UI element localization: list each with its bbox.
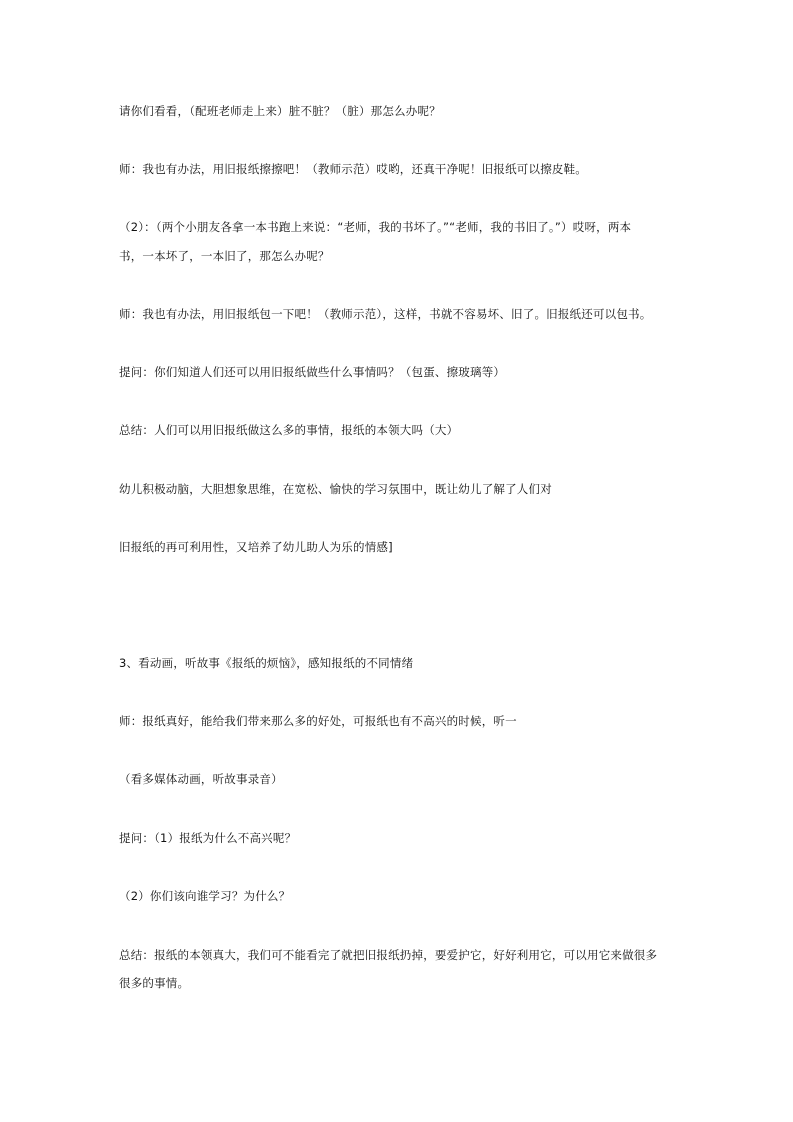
paragraph-two-kids-books: （2）：（两个小朋友各拿一本书跑上来说：“老师，我的书坏了。”“老师，我的书旧了。”）哎呀，两本	[119, 220, 632, 234]
paragraph-question-uses: 提问：你们知道人们还可以用旧报纸做些什么事情吗？（包蛋、擦玻璃等）	[119, 365, 506, 379]
paragraph-books-continued: 书，一本坏了，一本旧了，那怎么办呢？	[119, 249, 330, 263]
paragraph-question-dirty: 请你们看看，（配班老师走上来）脏不脏？（脏）那怎么办呢？	[119, 104, 441, 118]
paragraph-question-1: 提问：（1）报纸为什么不高兴呢？	[119, 831, 297, 845]
paragraph-question-2: （2）你们该向谁学习？为什么？	[119, 889, 291, 903]
paragraph-summary-uses: 总结：人们可以用旧报纸做这么多的事情，报纸的本领大吗（大）	[119, 423, 459, 437]
paragraph-reflection-2: 旧报纸的再可利用性，又培养了幼儿助人为乐的情感]	[119, 540, 393, 554]
paragraph-teacher-story: 师：报纸真好，能给我们带来那么多的好处，可报纸也有不高兴的时候，听一	[119, 714, 517, 728]
paragraph-teacher-wrap: 师：我也有办法，用旧报纸包一下吧！（教师示范），这样，书就不容易坏、旧了。旧报纸还可以包书。	[119, 307, 652, 321]
paragraph-reflection-1: 幼儿积极动脑，大胆想象思维，在宽松、愉快的学习氛围中，既让幼儿了解了人们对	[119, 482, 552, 496]
paragraph-summary-final-cont: 很多的事情。	[119, 976, 190, 990]
paragraph-multimedia: （看多媒体动画，听故事录音）	[119, 772, 283, 786]
paragraph-summary-final: 总结：报纸的本领真大，我们可不能看完了就把旧报纸扔掉，要爱护它，好好利用它，可以用它来做很多	[119, 948, 658, 962]
paragraph-teacher-wipe: 师：我也有办法，用旧报纸擦擦吧！（教师示范）哎哟，还真干净呢！旧报纸可以擦皮鞋。	[119, 162, 587, 176]
section-heading-3: 3、看动画，听故事《报纸的烦恼》，感知报纸的不同情绪	[119, 656, 414, 670]
